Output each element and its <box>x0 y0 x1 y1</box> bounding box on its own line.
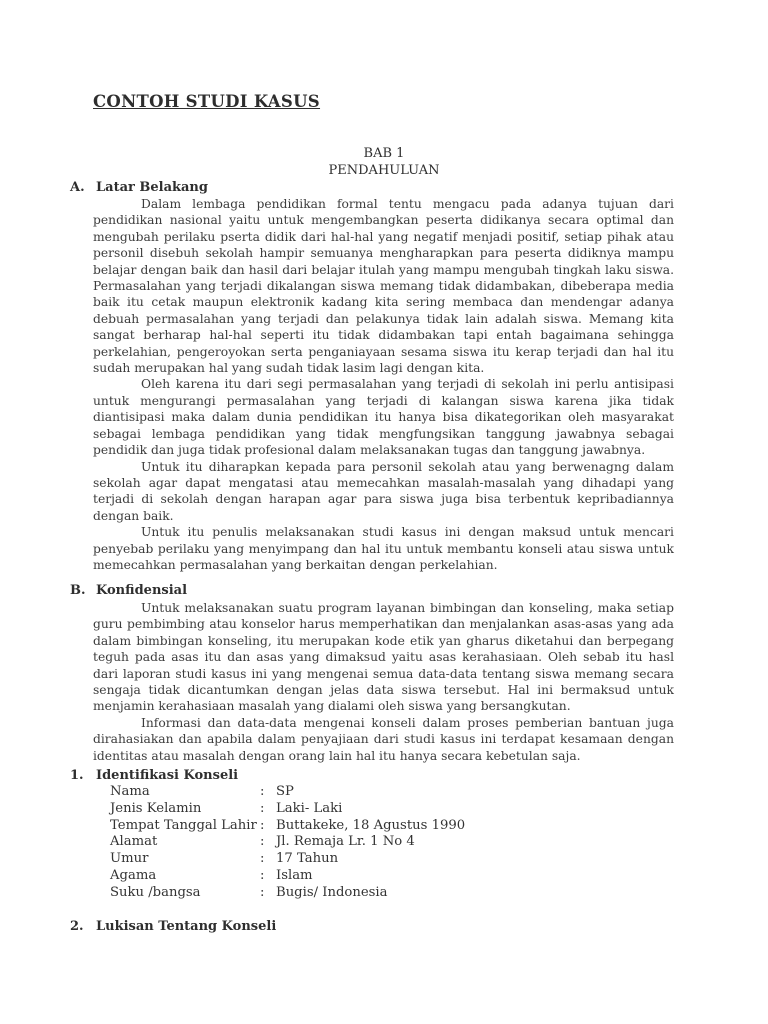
section-a-body <box>93 196 674 573</box>
identity-row <box>110 801 465 818</box>
identity-table <box>110 784 465 902</box>
section-b-body <box>93 600 674 764</box>
section-b-title: Konfidensial <box>96 583 188 598</box>
paragraph: Informasi dan data-data mengenai konseli dalam proses pemberian bantuan juga dirahasiakan dan apabila dalam penyajiaan dari studi kasus ini terdapat kesamaan dengan identitas atau masalah dengan orang lain hal itu hanya secara kebetulan saja. <box>93 715 674 763</box>
identity-separator: : <box>260 817 265 833</box>
paragraph: Oleh karena itu dari segi permasalahan yang terjadi di sekolah ini perlu antisipasi untuk mengurangi permasalahan yang terjadi di kalangan siswa karena jika tidak diantisipasi maka dalam dunia pendidikan itu hanya bisa dikategorikan oleh masyarakat sebagai lembaga pendidikan yang tidak mengfungsikan tanggung jawabnya sebagai pendidik dan juga tidak profesional dalam melaksanakan tugas dan tanggung jawabnya. <box>93 377 674 458</box>
paragraph: Untuk itu diharapkan kepada para personil sekolah atau yang berwenagng dalam sekolah agar dapat mengatasi atau memecahkan masalah-masalah yang dihadapi yang terjadi di sekolah dengan harapan agar para siswa juga bisa terbentuk kepribadiannya dengan baik. <box>93 459 674 523</box>
identity-value: 17 Tahun <box>276 851 339 867</box>
section-1-heading <box>70 768 238 783</box>
paragraph: Untuk itu penulis melaksanakan studi kasus ini dengan maksud untuk mencari penyebab perilaku yang menyimpang dan hal itu untuk membantu konseli atau siswa untuk memecahkan permasalahan yang berkaitan dengan perkelahian. <box>93 525 674 572</box>
identity-row <box>110 818 465 835</box>
section-a-heading <box>70 180 208 195</box>
identity-label: Tempat Tanggal Lahir <box>110 817 257 833</box>
identity-label: Nama <box>110 784 150 799</box>
identity-label: Alamat <box>110 834 158 850</box>
identity-separator: : <box>260 834 265 850</box>
identity-value: Laki- Laki <box>276 800 343 816</box>
paragraph: Untuk melaksanakan suatu program layanan bimbingan dan konseling, maka setiap guru pembimbing atau konselor harus memperhatikan dan menjalankan asas-asas yang ada dalam bimbingan konseling, itu merupakan kode etik yan gharus diketahui dan berpegang teguh pada asas itu dan asas yang dimaksud yaitu asas kerahasiaan. Oleh sebab itu hasl dari laporan studi kasus ini yang mengenai semua data-data tentang siswa memang secara sengaja tidak dicantumkan dengan jelas data siswa tersebut. Hal ini bermaksud untuk menjamin kerahasiaan masalah yang dialami oleh siswa yang bersangkutan. <box>93 601 674 714</box>
identity-value: SP <box>276 784 294 799</box>
chapter-number: BAB 1 <box>363 146 405 161</box>
identity-value: Jl. Remaja Lr. 1 No 4 <box>276 834 415 850</box>
identity-label: Jenis Kelamin <box>110 800 202 816</box>
identity-label: Umur <box>110 851 149 867</box>
identity-value: Islam <box>276 867 313 883</box>
identity-row <box>110 851 465 868</box>
identity-label: Agama <box>110 867 157 883</box>
identity-row <box>110 834 465 851</box>
section-1-number: 1. <box>70 768 84 783</box>
identity-label: Suku /bangsa <box>110 884 201 900</box>
identity-row <box>110 784 465 801</box>
paragraph: Dalam lembaga pendidikan formal tentu mengacu pada adanya tujuan dari pendidikan nasional yaitu untuk mengembangkan peserta didikanya secara optimal dan mengubah perilaku pserta didik dari hal-hal yang negatif menjadi positif, setiap pihak atau personil disebuh sekolah hampir semuanya mengharapkan para peserta didiknya mampu belajar dengan baik dan hasil dari belajar itulah yang mampu mengubah tingkah laku siswa. Permasalahan yang terjadi dikalangan siswa memang tidak didambakan, dibeberapa media baik itu cetak maupun elektronik kadang kita sering membaca dan mendengar adanya debuah permasalahan yang terjadi dan pelakunya tidak lain adalah siswa. Memang kita sangat berharap hal-hal seperti itu tidak didambakan tapi entah bagaimana sehingga perkelahian, pengeroyokan serta penganiayaan sesama siswa itu kerap terjadi dan hal itu sudah merupakan hal yang sudah tidak lasim lagi dengan kita. <box>93 197 674 376</box>
identity-separator: : <box>260 851 265 867</box>
section-b-number: B. <box>70 583 86 598</box>
section-2-number: 2. <box>70 919 84 934</box>
identity-separator: : <box>260 784 265 799</box>
section-2-heading <box>70 919 276 934</box>
chapter-title: PENDAHULUAN <box>328 163 440 178</box>
identity-row <box>110 868 465 885</box>
identity-value: Bugis/ Indonesia <box>276 884 388 900</box>
identity-separator: : <box>260 867 265 883</box>
identity-value: Buttakeke, 18 Agustus 1990 <box>276 817 466 833</box>
document-title: CONTOH STUDI KASUS <box>93 92 321 111</box>
identity-row <box>110 885 465 902</box>
section-a-number: A. <box>70 180 85 195</box>
section-1-title: Identifikasi Konseli <box>96 768 239 783</box>
section-b-heading <box>70 583 187 598</box>
identity-separator: : <box>260 800 265 816</box>
section-2-title: Lukisan Tentang Konseli <box>96 919 277 934</box>
section-a-title: Latar Belakang <box>96 180 208 195</box>
identity-separator: : <box>260 884 265 900</box>
